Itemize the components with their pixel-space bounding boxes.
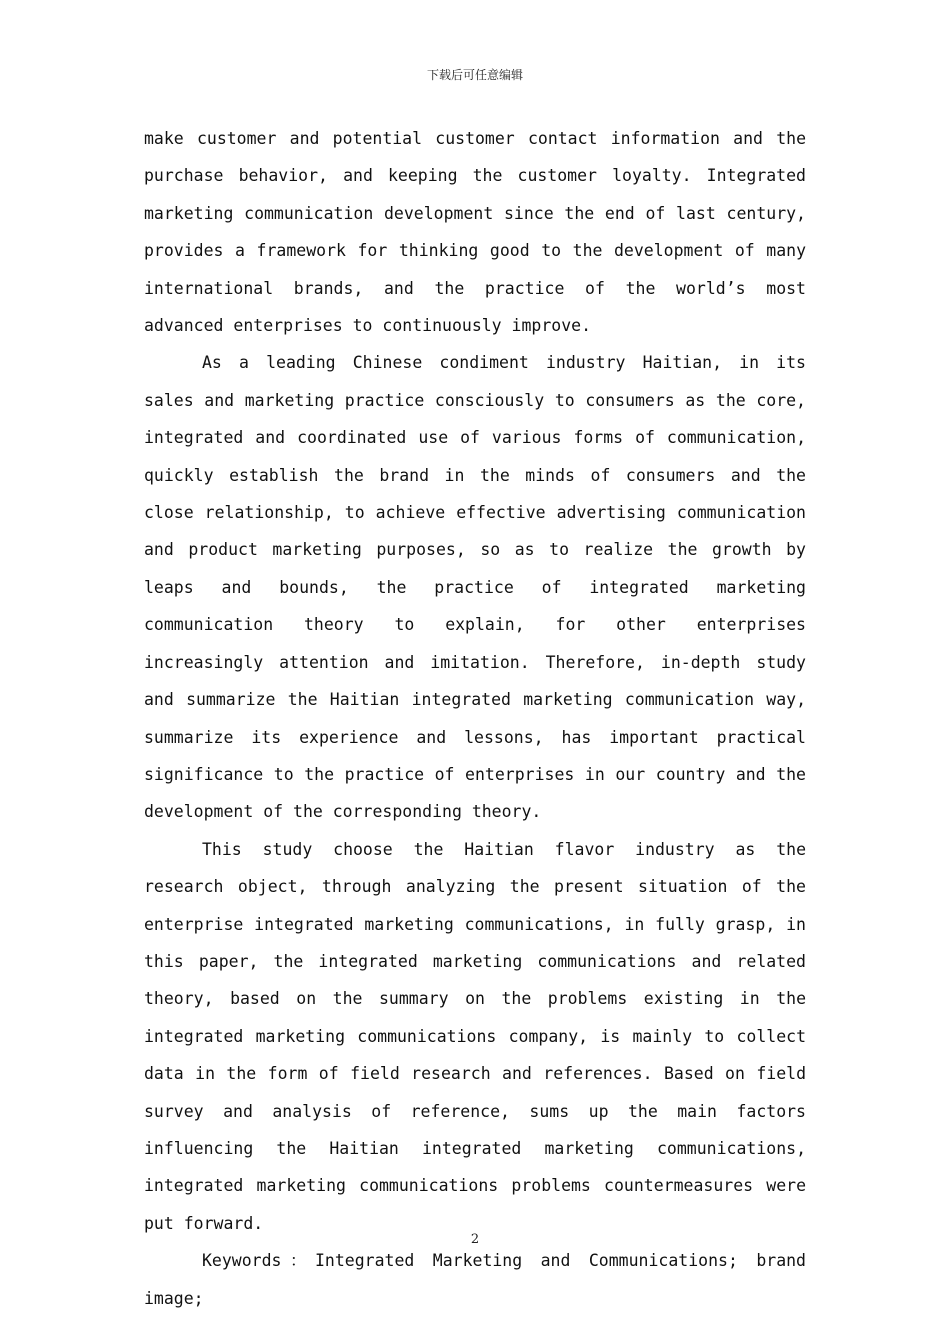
paragraph-haitian-practice: As a leading Chinese condiment industry Haitian, in its sales and marketing practice consciously to consumers as the core, integrated and coordinated use of various forms of communication, quickly establish the brand in the minds of consumers and the close relationship, to achieve effective advertising communication and product marketing purposes, so as to realize the growth by leaps and bounds, the practice of integrated marketing communication theory to explain, for other enterprises increasingly attention and imitation. Therefore, in-depth study and summarize the Haitian integrated marketing communication way, summarize its experience and lessons, has important practical significance to the practice of enterprises in our country and the development of the corresponding theory. bbox=[144, 353, 806, 822]
page-header: 下载后可任意编辑 bbox=[426, 68, 523, 82]
keywords-line: Keywords：Integrated Marketing and Communications; brand image; bbox=[144, 1251, 806, 1308]
paragraph-study-method: This study choose the Haitian flavor industry as the research object, through analyzing the present situation of the enterprise integrated marketing communications, in fully grasp, in this paper, the integrated marketing communications and related theory, based on the summary on the problems existing in the integrated marketing communications company, is mainly to collect data in the form of field research and references. Based on field survey and analysis of reference, sums up the main factors influencing the Haitian integrated marketing communications, integrated marketing communications problems countermeasures were put forward. bbox=[144, 839, 806, 1233]
page-number: 2 bbox=[470, 1232, 480, 1247]
paragraph-continuation: make customer and potential customer contact information and the purchase behavior, and keeping the customer loyalty. Integrated marketing communication development since the end of last century, provides a framework for thinking good to the development of many international brands, and the practice of the world’s most advanced enterprises to continuously improve. bbox=[144, 129, 806, 336]
document-body bbox=[144, 120, 806, 1317]
